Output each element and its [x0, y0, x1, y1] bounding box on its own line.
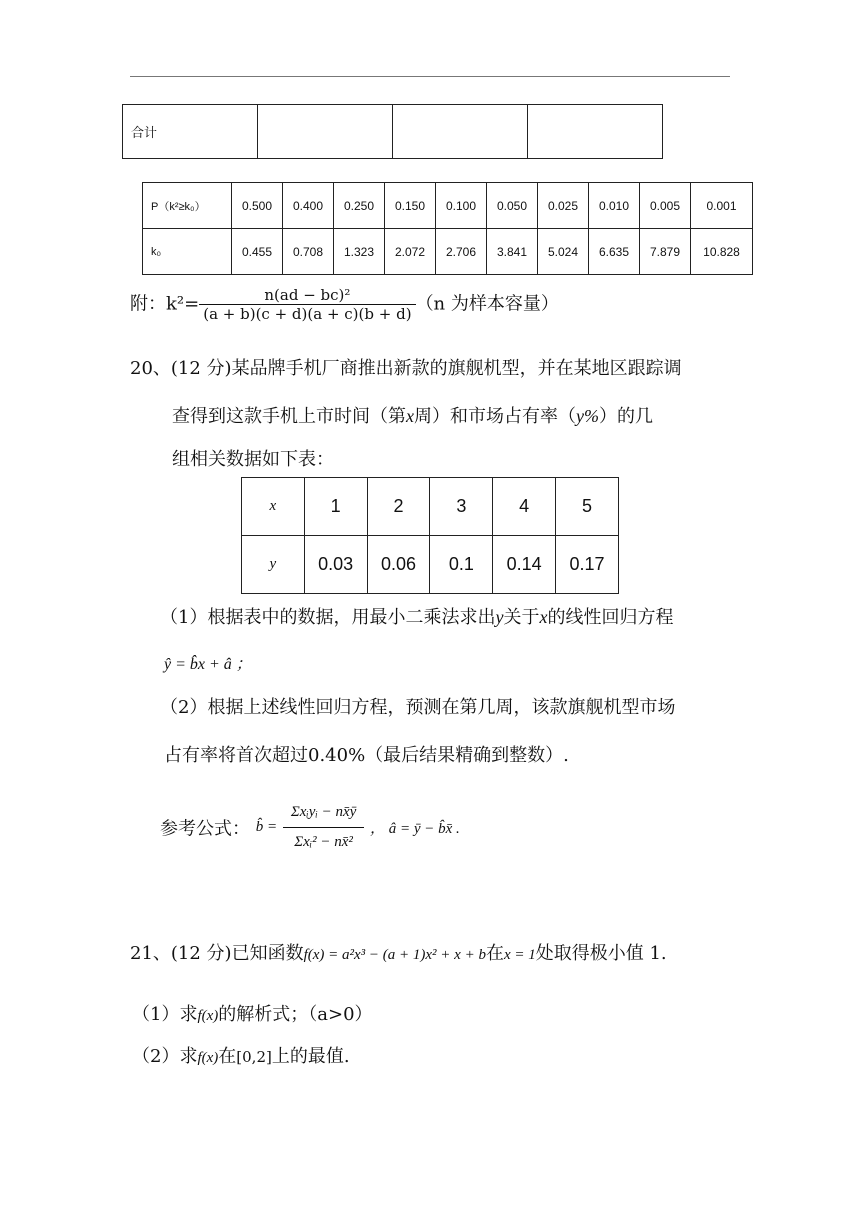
- p-value: 0.025: [538, 183, 589, 229]
- y-value: 0.14: [493, 536, 556, 594]
- q20-part-1: （1）根据表中的数据，用最小二乘法求出y关于x的线性回归方程: [160, 607, 674, 628]
- y-value: 0.17: [556, 536, 619, 594]
- p-value: 0.100: [436, 183, 487, 229]
- q21-part-2: （2）求f(x)在[0,2]上的最值.: [132, 1046, 350, 1067]
- critical-value-table: [142, 182, 753, 275]
- data-table: [241, 477, 619, 594]
- q20-line-1: 20、(12 分)某品牌手机厂商推出新款的旗舰机型，并在某地区跟踪调: [130, 358, 682, 379]
- table-cell: [393, 105, 528, 159]
- reference-formula: 参考公式： b̂ = $\frac{\text{Σxᵢyᵢ − nx̄ȳ}}{\text{Σxᵢ² − nx̄²}}$ ， â = ȳ − b̂x̄ .: [160, 796, 460, 859]
- p-value: 0.001: [691, 183, 753, 229]
- y-label: y: [242, 536, 305, 594]
- x-value: 4: [493, 478, 556, 536]
- k-value: 5.024: [538, 229, 589, 275]
- table-cell: [528, 105, 663, 159]
- q20-part-2-line-2: 占有率将首次超过0.40%（最后结果精确到整数）.: [164, 745, 569, 766]
- p-value: 0.010: [589, 183, 640, 229]
- x-label: x: [242, 478, 305, 536]
- table-cell: [258, 105, 393, 159]
- k-squared-formula: 附：k²= $\frac{\text{n(ad − bc)²}}{(a + b)(c + d)(a + c)(b + d)}$ （n 为样本容量）: [130, 286, 559, 323]
- x-value: 5: [556, 478, 619, 536]
- p-value: 0.050: [487, 183, 538, 229]
- q20-line-2: 查得到这款手机上市时间（第x周）和市场占有率（y%）的几: [172, 406, 653, 427]
- k-value: 2.706: [436, 229, 487, 275]
- y-value: 0.1: [430, 536, 493, 594]
- k-value: 0.708: [283, 229, 334, 275]
- p-value: 0.400: [283, 183, 334, 229]
- q21-part-1: （1）求f(x)的解析式；（a>0）: [132, 1004, 373, 1025]
- q21-line-1: 21、(12 分)已知函数f(x) = a²x³ − (a + 1)x² + x + b在x = 1处取得极小值 1.: [130, 943, 667, 964]
- total-row-label: 合计: [123, 105, 258, 159]
- regression-equation: ŷ = b̂x + â ；: [164, 656, 252, 673]
- k-value: 10.828: [691, 229, 753, 275]
- y-value: 0.03: [304, 536, 367, 594]
- k-value: 1.323: [334, 229, 385, 275]
- p-value: 0.250: [334, 183, 385, 229]
- table-row: [123, 105, 663, 159]
- table-row: [143, 183, 753, 229]
- k-label: k₀: [143, 229, 232, 275]
- table-row: [143, 229, 753, 275]
- x-value: 2: [367, 478, 430, 536]
- table-row: [242, 478, 619, 536]
- p-value: 0.150: [385, 183, 436, 229]
- b-hat-fraction: $\frac{\text{Σxᵢyᵢ − nx̄ȳ}}{\text{Σxᵢ² − nx̄²}}$: [283, 796, 364, 859]
- contingency-table: [122, 104, 663, 159]
- k-value: 0.455: [232, 229, 283, 275]
- k-value: 6.635: [589, 229, 640, 275]
- q20-line-3: 组相关数据如下表：: [172, 449, 334, 470]
- p-label: P（k²≥k₀）: [143, 183, 232, 229]
- k-value: 7.879: [640, 229, 691, 275]
- x-value: 3: [430, 478, 493, 536]
- k-squared-fraction: $\frac{\text{n(ad − bc)²}}{(a + b)(c + d)(a + c)(b + d)}$: [199, 286, 415, 323]
- k-value: 3.841: [487, 229, 538, 275]
- header-rule: [130, 76, 730, 77]
- x-value: 1: [304, 478, 367, 536]
- y-value: 0.06: [367, 536, 430, 594]
- p-value: 0.005: [640, 183, 691, 229]
- k-value: 2.072: [385, 229, 436, 275]
- table-row: [242, 536, 619, 594]
- q20-part-2-line-1: （2）根据上述线性回归方程，预测在第几周，该款旗舰机型市场: [160, 697, 676, 718]
- p-value: 0.500: [232, 183, 283, 229]
